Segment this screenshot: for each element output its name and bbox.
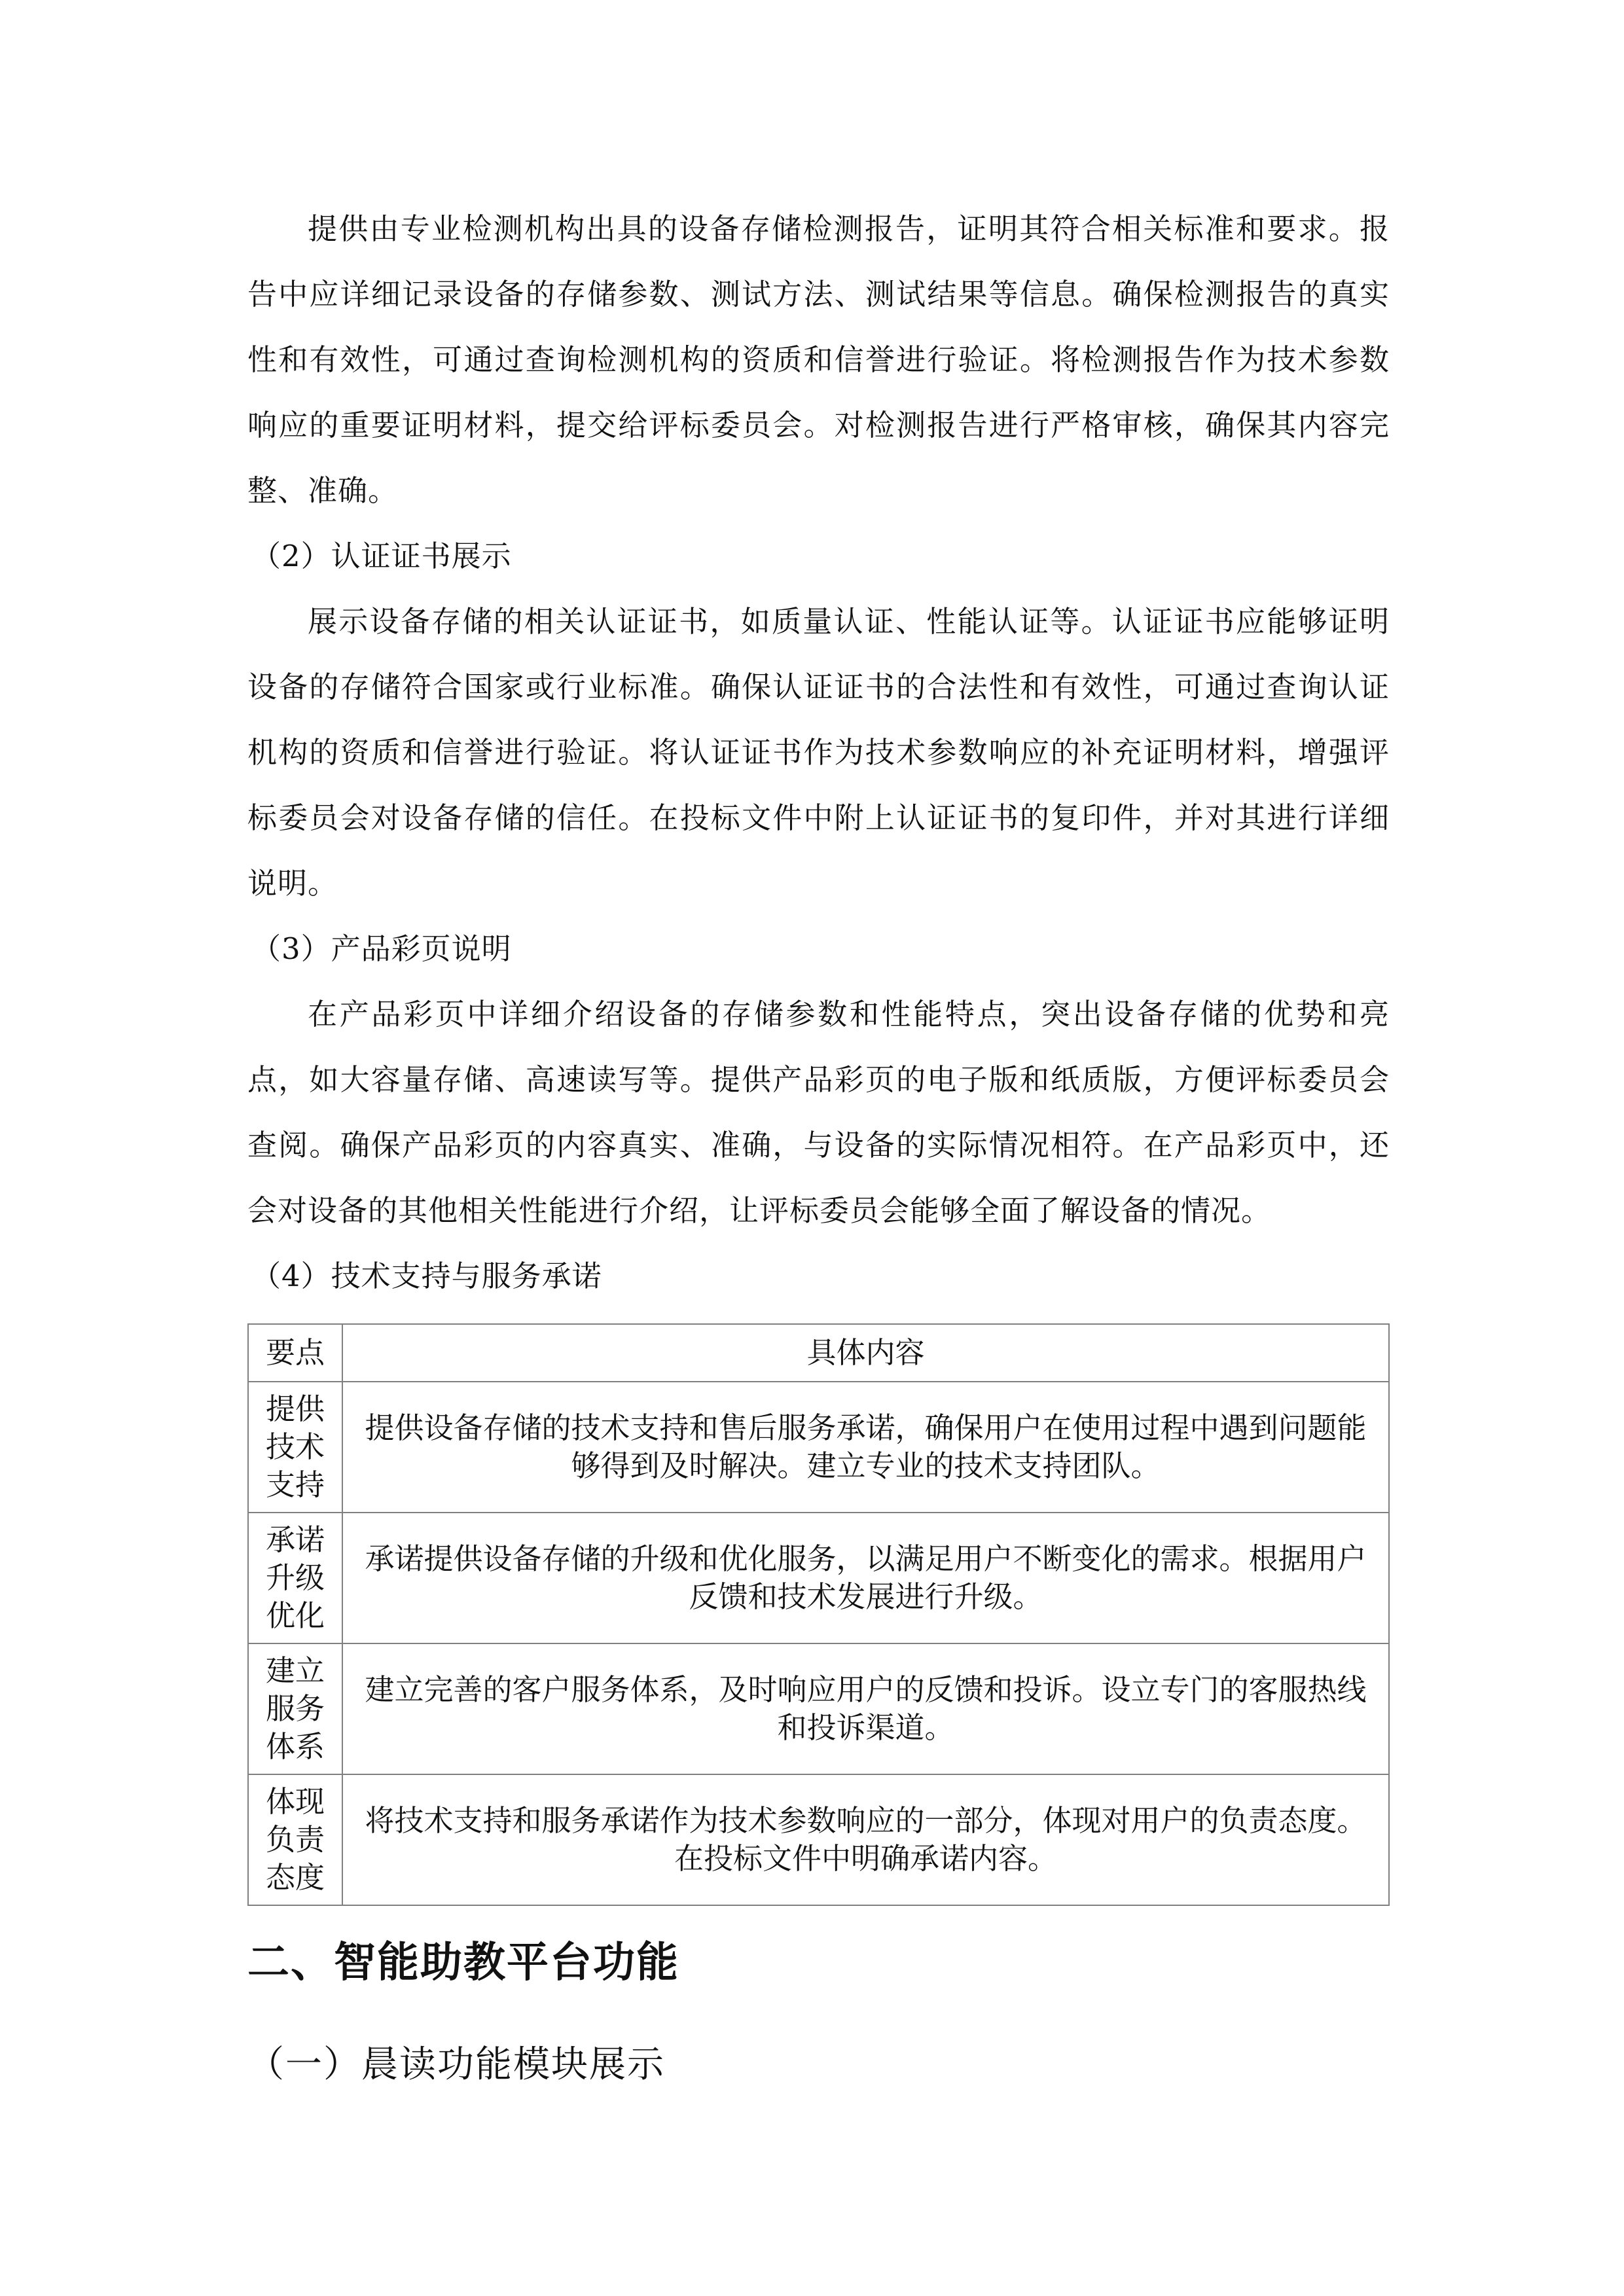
- table-row: [248, 1513, 1389, 1643]
- paragraph-certificates: 展示设备存储的相关认证证书，如质量认证、性能认证等。认证证书应能够证明设备的存储符合国家或行业标准。确保认证证书的合法性和有效性，可通过查询认证机构的资质和信誉进行验证。将认证证书作为技术参数响应的补充证明材料，增强评标委员会对设备存储的信任。在投标文件中附上认证证书的复印件，并对其进行详细说明。: [247, 604, 1390, 901]
- subheading-brochure: （3）产品彩页说明: [251, 931, 512, 966]
- table-row: [248, 1774, 1389, 1905]
- document-page: [247, 196, 1390, 2101]
- table-row: [248, 1382, 1389, 1513]
- table-cell-key: 承诺升级优化: [248, 1513, 342, 1643]
- table-header-key: 要点: [248, 1324, 342, 1382]
- paragraph-detection-report: 提供由专业检测机构出具的设备存储检测报告，证明其符合相关标准和要求。报告中应详细记录设备的存储参数、测试方法、测试结果等信息。确保检测报告的真实性和有效性，可通过查询检测机构的资质和信誉进行验证。将检测报告作为技术参数响应的重要证明材料，提交给评标委员会。对检测报告进行严格审核，确保其内容完整、准确。: [247, 211, 1390, 508]
- table-cell-content: 提供设备存储的技术支持和售后服务承诺，确保用户在使用过程中遇到问题能够得到及时解决。建立专业的技术支持团队。: [342, 1382, 1389, 1513]
- table-header-row: [248, 1324, 1389, 1382]
- table-header-content: 具体内容: [342, 1324, 1389, 1382]
- table-row: [248, 1643, 1389, 1774]
- table-cell-key: 提供技术支持: [248, 1382, 342, 1513]
- table-cell-key: 建立服务体系: [248, 1643, 342, 1774]
- table-cell-key: 体现负责态度: [248, 1774, 342, 1905]
- subheading-tech-support: （4）技术支持与服务承诺: [251, 1259, 602, 1293]
- support-table: [247, 1323, 1390, 1906]
- paragraph-brochure: 在产品彩页中详细介绍设备的存储参数和性能特点，突出设备存储的优势和亮点，如大容量存储、高速读写等。提供产品彩页的电子版和纸质版，方便评标委员会查阅。确保产品彩页的内容真实、准确，与设备的实际情况相符。在产品彩页中，还会对设备的其他相关性能进行介绍，让评标委员会能够全面了解设备的情况。: [247, 997, 1390, 1228]
- table-cell-content: 承诺提供设备存储的升级和优化服务，以满足用户不断变化的需求。根据用户反馈和技术发展进行升级。: [342, 1513, 1389, 1643]
- table-cell-content: 将技术支持和服务承诺作为技术参数响应的一部分，体现对用户的负责态度。在投标文件中明确承诺内容。: [342, 1774, 1389, 1905]
- table-cell-content: 建立完善的客户服务体系，及时响应用户的反馈和投诉。设立专门的客服热线和投诉渠道。: [342, 1643, 1389, 1774]
- section-heading: 二、智能助教平台功能: [247, 1939, 679, 1987]
- subheading-certificates: （2）认证证书展示: [251, 539, 512, 573]
- subsection-heading: （一）晨读功能模块展示: [247, 2043, 665, 2086]
